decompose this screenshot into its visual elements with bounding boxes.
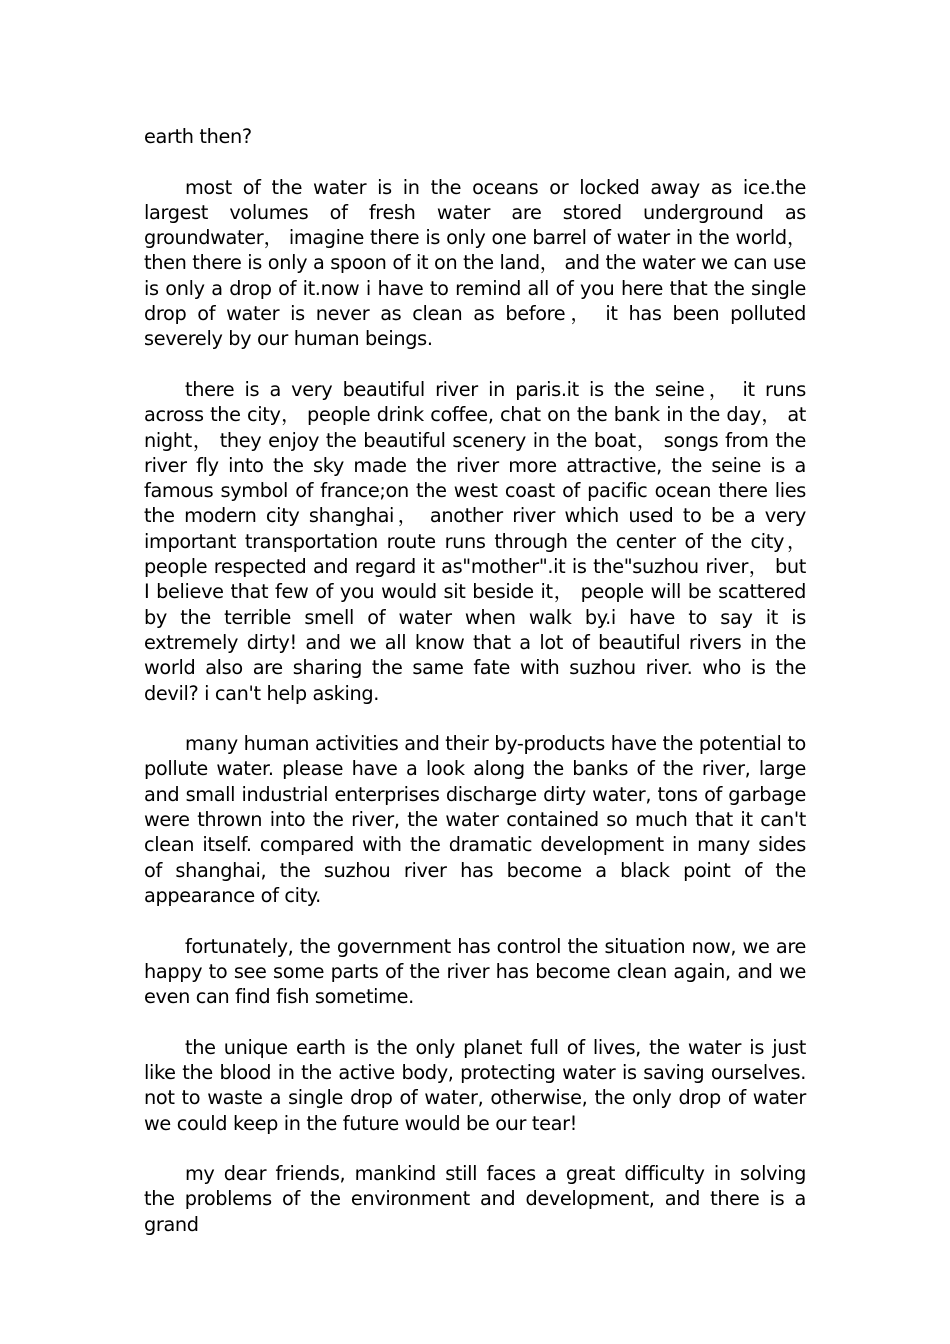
paragraph-water-distribution: most of the water is in the oceans or locked away as ice.the largest volumes of fresh water are stored underground as groundwater， imagine there is only one barrel of water in the world， then there is only a spoon of it on the land， and the water we can use is only a drop of it.now i have to remind all of you here that the single drop of water is never as clean as before， it has been polluted severely by our human beings. [144,175,806,351]
paragraph-unique-earth: the unique earth is the only planet full of lives, the water is just like the blood in the active body, protecting water is saving ourselves. not to waste a single drop of water, otherwise, the only drop of water we could keep in the future would be our tear! [144,1035,806,1135]
paragraph-opening-fragment: earth then? [144,125,252,148]
paragraph-pollution-causes: many human activities and their by-products have the potential to pollute water. please have a look along the banks of the river, large and small industrial enterprises discharge dirty water, tons of garbage were thrown into the river, the water contained so much that it can't clean itself. compared with the dramatic development in many sides of shanghai, the suzhou river has become a black point of the appearance of city. [144,732,806,907]
paragraph-rivers-comparison: there is a very beautiful river in paris.it is the seine， it runs across the city， people drink coffee, chat on the bank in the day， at night， they enjoy the beautiful scenery in the boat， songs from the river fly into the sky made the river more attractive, the seine is a famous symbol of france;on the west coast of pacific ocean there lies the modern city shanghai， another river which used to be a very important transportation route runs through the center of the city， people respected and regard it as"mother".it is the"suzhou river， but I believe that few of you would sit beside it， people will be scattered by the terrible smell of water when walk by.i have to say it is extremely dirty! and we all know that a lot of beautiful rivers in the world also are sharing the same fate with suzhou river. who is the devil? i can't help asking. [144,377,806,705]
document-page [144,124,806,1237]
paragraph-government-control: fortunately, the government has control the situation now, we are happy to see some parts of the river has become clean again, and we even can find fish sometime. [144,934,806,1009]
paragraph-closing-fragment: my dear friends, mankind still faces a great difficulty in solving the problems of the environment and development, and there is a grand [144,1162,806,1236]
